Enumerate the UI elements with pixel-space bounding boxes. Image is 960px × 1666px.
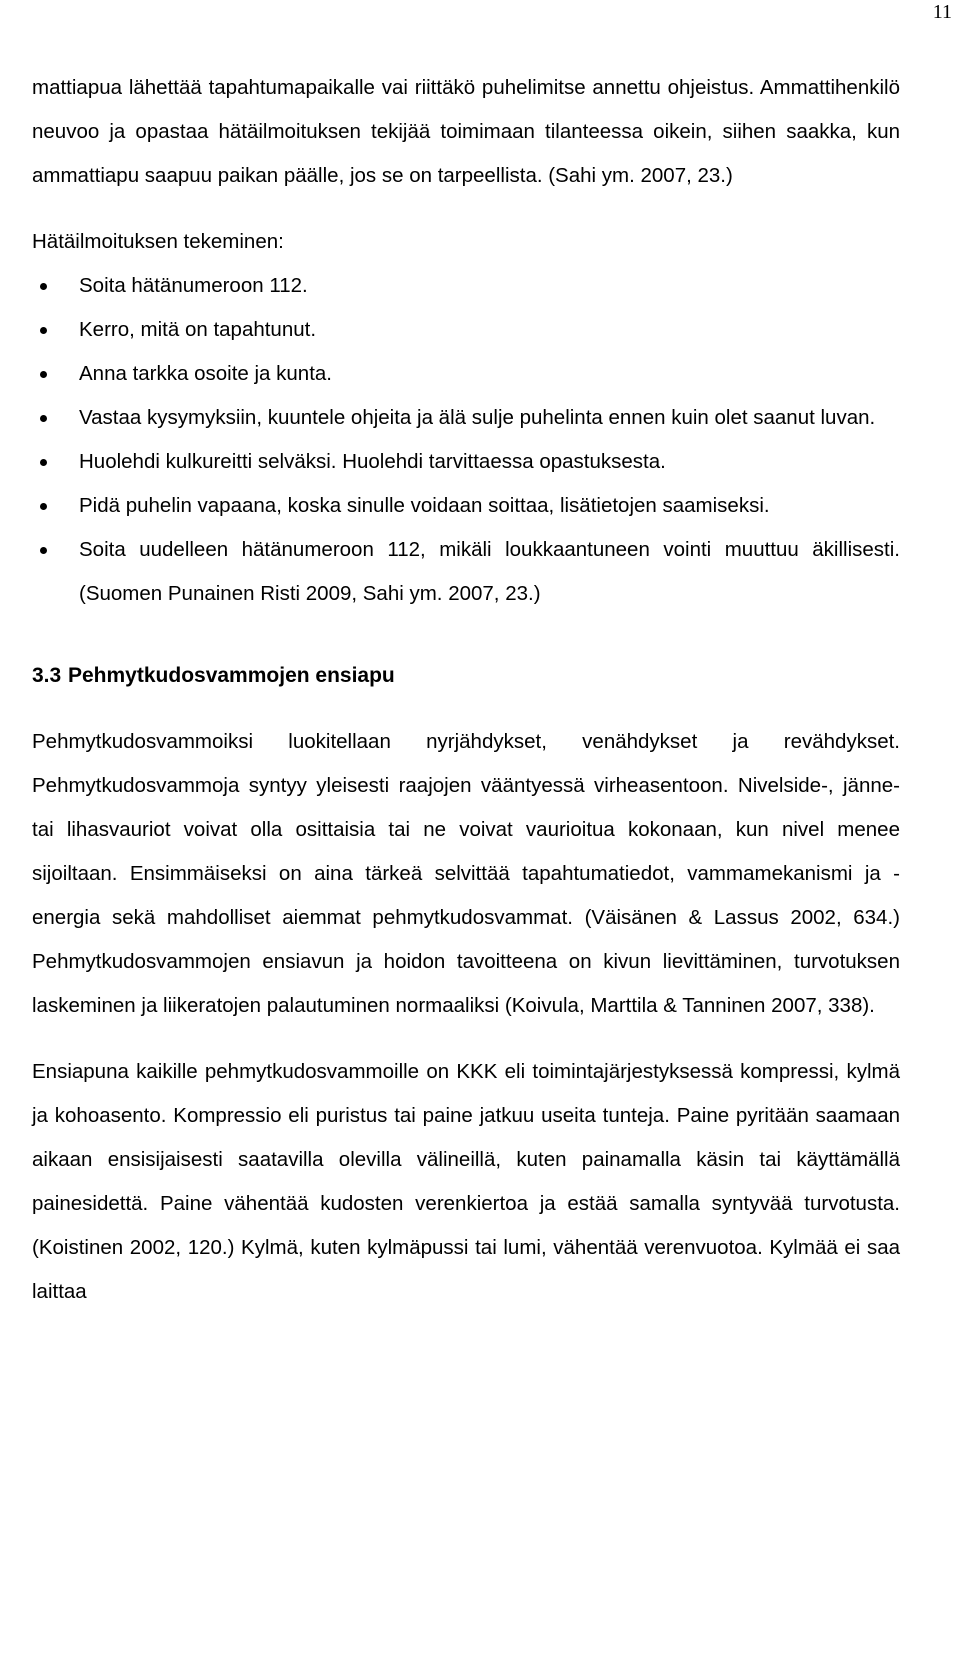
emergency-call-list <box>32 264 900 616</box>
list-item <box>32 440 900 484</box>
intro-paragraph: mattiapua lähettää tapahtumapaikalle vai riittäkö puhelimitse annettu ohjeistus. Ammattihenkilö neuvoo ja opastaa hätäilmoituksen tekijää toimimaan tilanteessa oikein, siihen saakka, kun ammattiapu saapuu paikan päälle, jos se on tarpeellista. (Sahi ym. 2007, 23.) <box>32 76 900 187</box>
list-heading: Hätäilmoituksen tekeminen: <box>32 230 284 253</box>
section-title: Pehmytkudosvammojen ensiapu <box>68 664 395 687</box>
paragraph: Ensiapuna kaikille pehmytkudosvammoille on KKK eli toimintajärjestyksessä kompressi, kylmä ja kohoasento. Kompressio eli puristus tai paine jatkuu useita tunteja. Paine pyritään saamaan aikaan ensisijaisesti saatavilla olevilla välineillä, kuten painamalla käsin tai käyttämällä painesidettä. Paine vähentää kudosten verenkiertoa ja estää samalla syntyvää turvotusta. (Koistinen 2002, 120.) Kylmä, kuten kylmäpussi tai lumi, vähentää verenvuotoa. Kylmää ei saa laittaa <box>32 1060 900 1303</box>
bullet-icon <box>40 415 47 422</box>
paragraph: Pehmytkudosvammoiksi luokitellaan nyrjähdykset, venähdykset ja revähdykset. Pehmytkudosvammoja syntyy yleisesti raajojen vääntyessä virheasentoon. Nivelside-, jänne- tai lihasvauriot voivat olla osittaisia tai ne voivat vaurioitua kokonaan, kun nivel menee sijoiltaan. Ensimmäiseksi on aina tärkeä selvittää tapahtumatiedot, vammamekanismi ja -energia sekä mahdolliset aiemmat pehmytkudosvammat. (Väisänen & Lassus 2002, 634.) Pehmytkudosvammojen ensiavun ja hoidon tavoitteena on kivun lievittäminen, turvotuksen laskeminen ja liikeratojen palautuminen normaaliksi (Koivula, Marttila & Tanninen 2007, 338). <box>32 730 900 1017</box>
list-item <box>32 352 900 396</box>
list-item <box>32 484 900 528</box>
document-body <box>32 66 900 1314</box>
list-item-text: Pidä puhelin vapaana, koska sinulle voidaan soittaa, lisätietojen saamiseksi. <box>79 494 770 517</box>
bullet-icon <box>40 327 47 334</box>
list-item-text: Vastaa kysymyksiin, kuuntele ohjeita ja älä sulje puhelinta ennen kuin olet saanut luvan. <box>79 406 876 429</box>
bullet-icon <box>40 547 47 554</box>
list-item <box>32 308 900 352</box>
section-heading <box>32 654 900 698</box>
list-item <box>32 396 900 440</box>
list-item-text: Anna tarkka osoite ja kunta. <box>79 362 332 385</box>
page-number: 11 <box>932 1 952 23</box>
bullet-icon <box>40 371 47 378</box>
bullet-icon <box>40 459 47 466</box>
list-item <box>32 264 900 308</box>
list-item-text: Soita uudelleen hätänumeroon 112, mikäli loukkaantuneen vointi muuttuu äkillisesti. (Suomen Punainen Risti 2009, Sahi ym. 2007, 23.) <box>79 538 900 605</box>
section-number: 3.3 <box>32 664 62 687</box>
list-item <box>32 528 900 616</box>
list-item-text: Huolehdi kulkureitti selväksi. Huolehdi tarvittaessa opastuksesta. <box>79 450 666 473</box>
bullet-icon <box>40 503 47 510</box>
list-item-text: Kerro, mitä on tapahtunut. <box>79 318 317 341</box>
bullet-icon <box>40 283 47 290</box>
list-item-text: Soita hätänumeroon 112. <box>79 274 308 297</box>
